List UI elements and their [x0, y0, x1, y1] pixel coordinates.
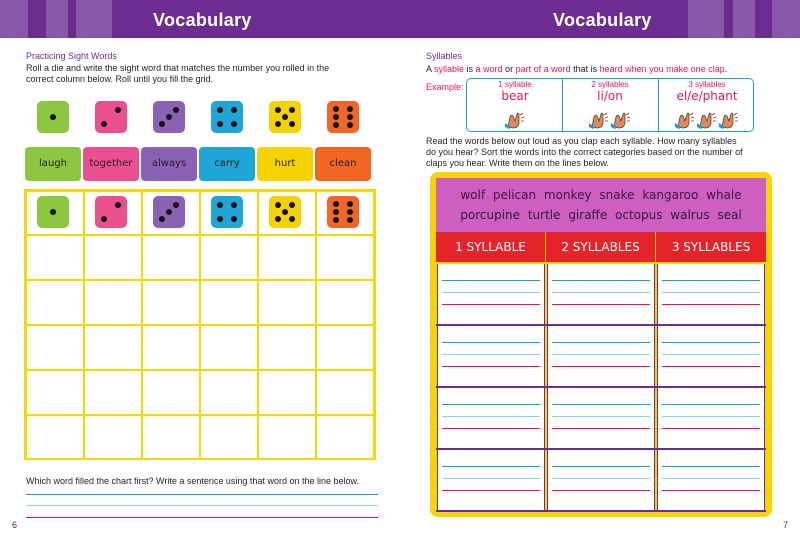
grid-cell[interactable]	[258, 280, 316, 325]
answer-cell[interactable]	[657, 388, 765, 448]
answer-cell[interactable]	[657, 326, 765, 386]
answer-cell[interactable]	[437, 326, 545, 386]
writing-line	[552, 428, 650, 429]
die-pip	[347, 209, 353, 215]
answer-cell[interactable]	[437, 388, 545, 448]
die-pip	[333, 106, 339, 112]
category-header: 3 SYLLABLES	[656, 232, 766, 262]
category-header: 2 SYLLABLES	[546, 232, 655, 262]
die-pip	[173, 202, 179, 208]
grid-cell[interactable]	[316, 235, 374, 280]
grid-cell[interactable]	[200, 370, 258, 415]
instruction-line: do you hear? Sort the words into the correct categories based on the number of	[426, 147, 743, 157]
grid-cell[interactable]	[200, 415, 258, 459]
die-pip	[159, 216, 165, 222]
grid-cell[interactable]	[26, 280, 84, 325]
writing-line	[662, 404, 760, 405]
grid-cell[interactable]	[142, 280, 200, 325]
writing-line	[552, 280, 650, 281]
banner-tab	[733, 0, 755, 38]
die-2	[95, 101, 127, 133]
example-column	[662, 80, 752, 103]
die-pip	[217, 107, 223, 113]
writing-line	[662, 354, 760, 355]
grid-cell[interactable]	[258, 370, 316, 415]
question: Which word filled the chart first? Write a sentence using that word on the line below.	[26, 476, 360, 486]
die-pip	[231, 121, 237, 127]
word-bank	[436, 178, 766, 232]
grid-cell[interactable]	[316, 280, 374, 325]
writing-line	[442, 416, 540, 417]
die-pip	[275, 107, 281, 113]
grid-cell[interactable]	[84, 325, 142, 370]
die-pip	[231, 202, 237, 208]
writing-line	[662, 292, 760, 293]
writing-line	[552, 466, 650, 467]
example-caption: 3 syllables	[688, 80, 726, 89]
clapping-hands-icon	[589, 111, 609, 129]
instructions	[26, 63, 391, 85]
banner-tab	[772, 0, 800, 38]
grid-cell[interactable]	[316, 325, 374, 370]
banner-tab	[688, 0, 724, 38]
die-pip	[275, 202, 281, 208]
banner-left	[0, 0, 400, 38]
writing-line	[442, 366, 540, 367]
die-1	[37, 101, 69, 133]
die-pip	[231, 216, 237, 222]
example-word: li/on	[597, 89, 623, 103]
die-pip	[217, 121, 223, 127]
die-pip	[289, 216, 295, 222]
writing-line	[552, 304, 650, 305]
die-pip	[333, 209, 339, 215]
die-pip	[115, 107, 121, 113]
die-pip	[333, 201, 339, 207]
die-6	[327, 196, 359, 228]
writing-line	[662, 416, 760, 417]
grid-cell[interactable]	[316, 370, 374, 415]
word-chip-together: together	[83, 147, 139, 181]
grid-cell[interactable]	[200, 280, 258, 325]
writing-line	[442, 490, 540, 491]
grid-cell[interactable]	[84, 280, 142, 325]
die-pip	[282, 209, 288, 215]
word-bank-line: wolf pelican monkey snake kangaroo whale	[460, 188, 742, 202]
banner-right	[400, 0, 800, 38]
die-pip	[347, 114, 353, 120]
writing-line	[662, 466, 760, 467]
example-caption: 1 syllable	[498, 80, 532, 89]
die-pip	[275, 216, 281, 222]
row-divider	[436, 510, 766, 512]
die-pip	[289, 107, 295, 113]
instruction-line: correct column below. Roll until you fill the grid.	[26, 74, 214, 84]
grid-cell[interactable]	[26, 415, 84, 459]
die-pip	[275, 121, 281, 127]
die-pip	[115, 202, 121, 208]
grid-cell[interactable]	[26, 325, 84, 370]
grid-cell[interactable]	[316, 415, 374, 459]
die-pip	[50, 114, 56, 120]
answer-cell[interactable]	[547, 450, 655, 510]
grid-cell[interactable]	[200, 325, 258, 370]
word-chip-clean: clean	[315, 147, 371, 181]
answer-cell[interactable]	[547, 388, 655, 448]
die-pip	[289, 121, 295, 127]
banner-title: Vocabulary	[553, 10, 652, 30]
instruction-line: Roll a die and write the sight word that matches the number you rolled in the	[26, 63, 330, 73]
section-title: Syllables	[426, 51, 463, 61]
die-pip	[231, 107, 237, 113]
die-pip	[166, 114, 172, 120]
die-pip	[217, 216, 223, 222]
die-pip	[159, 121, 165, 127]
die-pip	[166, 209, 172, 215]
clapping-hands-icon	[697, 111, 717, 129]
answer-cell[interactable]	[657, 264, 765, 324]
answer-cell[interactable]	[657, 450, 765, 510]
instruction-line: Read the words below out loud as you clap each syllable. How many syllables	[426, 136, 737, 146]
writing-line-base	[26, 517, 378, 518]
die-5	[269, 101, 301, 133]
writing-line[interactable]	[26, 494, 378, 495]
clapping-hands-icon	[505, 111, 525, 129]
writing-line	[552, 416, 650, 417]
example-column	[470, 80, 560, 103]
clapping-hands-icon	[675, 111, 695, 129]
example-column	[565, 80, 655, 103]
clapping-hands-icon	[719, 111, 739, 129]
sight-word-grid	[24, 189, 376, 460]
writing-line	[442, 478, 540, 479]
writing-line	[552, 292, 650, 293]
grid-cell[interactable]	[84, 235, 142, 280]
writing-line	[552, 342, 650, 343]
die-3	[153, 101, 185, 133]
grid-cell[interactable]	[142, 235, 200, 280]
writing-line	[662, 490, 760, 491]
banner-tab	[76, 0, 112, 38]
banner-title: Vocabulary	[153, 10, 252, 30]
die-3	[153, 196, 185, 228]
grid-cell[interactable]	[84, 415, 142, 459]
answer-cell[interactable]	[547, 326, 655, 386]
writing-line	[552, 354, 650, 355]
writing-line	[662, 366, 760, 367]
writing-line	[442, 304, 540, 305]
writing-line	[662, 428, 760, 429]
die-pip	[173, 107, 179, 113]
writing-line	[662, 280, 760, 281]
die-pip	[282, 114, 288, 120]
die-pip	[217, 202, 223, 208]
grid-cell[interactable]	[142, 370, 200, 415]
writing-line	[662, 342, 760, 343]
answer-cell[interactable]	[437, 450, 545, 510]
section-title: Practicing Sight Words	[26, 51, 117, 61]
word-chip-carry: carry	[199, 147, 255, 181]
die-pip	[347, 217, 353, 223]
clapping-hands-icon	[611, 111, 631, 129]
die-1	[37, 196, 69, 228]
page-number: 7	[782, 520, 788, 530]
word-chip-hurt: hurt	[257, 147, 313, 181]
instruction-line: claps you hear. Write them on the lines below.	[426, 158, 609, 168]
writing-line	[552, 366, 650, 367]
die-pip	[333, 114, 339, 120]
die-pip	[347, 122, 353, 128]
writing-line	[442, 404, 540, 405]
writing-line	[442, 292, 540, 293]
die-pip	[101, 121, 107, 127]
die-pip	[101, 216, 107, 222]
right-page	[400, 0, 800, 534]
grid-cell[interactable]	[258, 235, 316, 280]
writing-line	[552, 478, 650, 479]
die-pip	[347, 106, 353, 112]
word-bank-line: porcupine turtle giraffe octopus walrus seal	[460, 208, 742, 222]
writing-line	[552, 490, 650, 491]
die-2	[95, 196, 127, 228]
example-word: bear	[501, 89, 529, 103]
sorting-panel	[430, 172, 772, 517]
banner-tab	[46, 0, 68, 38]
writing-line	[662, 478, 760, 479]
grid-cell[interactable]	[26, 235, 84, 280]
example-box	[466, 78, 754, 132]
die-4	[211, 101, 243, 133]
grid-cell[interactable]	[258, 415, 316, 459]
example-word: el/e/phant	[676, 89, 738, 103]
writing-line	[662, 304, 760, 305]
writing-line	[442, 342, 540, 343]
word-chip-laugh: laugh	[25, 147, 81, 181]
writing-line	[442, 280, 540, 281]
writing-line-mid	[26, 505, 378, 506]
page-number: 6	[12, 520, 18, 530]
answer-cell[interactable]	[547, 264, 655, 324]
example-label: Example:	[426, 82, 464, 92]
grid-cell[interactable]	[258, 325, 316, 370]
die-6	[327, 101, 359, 133]
example-caption: 2 syllables	[591, 80, 629, 89]
category-header: 1 SYLLABLE	[436, 232, 545, 262]
word-chip-always: always	[141, 147, 197, 181]
writing-line	[442, 466, 540, 467]
grid-cell[interactable]	[200, 235, 258, 280]
syllable-definition: A syllable is a word or part of a word that is heard when you make one clap.	[426, 64, 728, 74]
die-pip	[333, 217, 339, 223]
grid-cell[interactable]	[26, 370, 84, 415]
grid-cell[interactable]	[142, 415, 200, 459]
grid-cell[interactable]	[142, 325, 200, 370]
die-5	[269, 196, 301, 228]
grid-cell[interactable]	[84, 370, 142, 415]
answer-cell[interactable]	[437, 264, 545, 324]
writing-line	[442, 354, 540, 355]
writing-line	[552, 404, 650, 405]
die-pip	[333, 122, 339, 128]
die-pip	[289, 202, 295, 208]
die-pip	[347, 201, 353, 207]
sort-instructions	[426, 136, 796, 169]
banner-tab	[0, 0, 28, 38]
die-pip	[50, 209, 56, 215]
die-4	[211, 196, 243, 228]
writing-line	[442, 428, 540, 429]
